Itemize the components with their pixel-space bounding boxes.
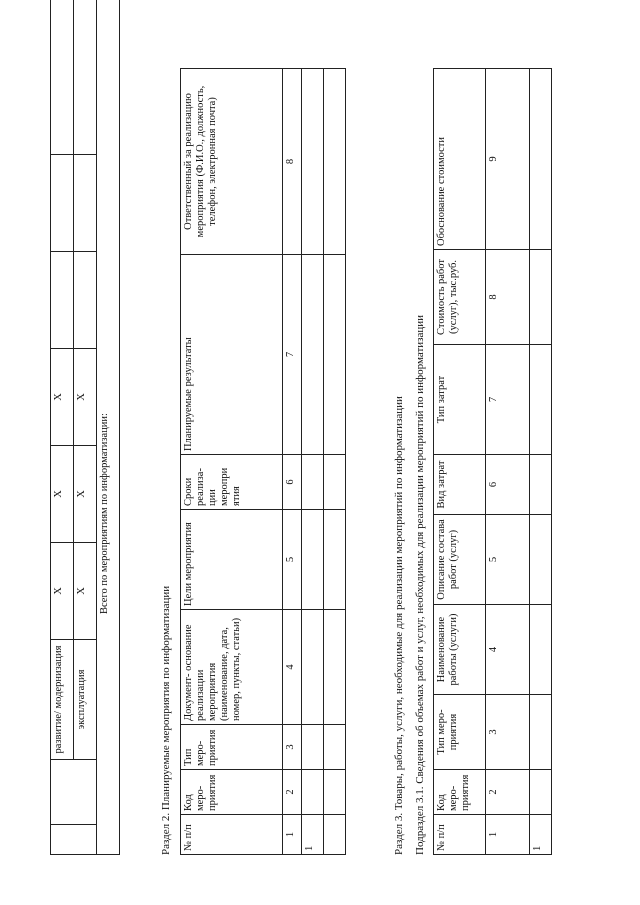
row-label-development: развитие/ модернизация [51,640,74,760]
column-number: 3 [486,695,530,770]
header-cell: № п/п [181,815,283,855]
section3-table [433,68,552,855]
table-cell [530,345,552,455]
table-row [302,69,324,855]
cell-x: X [51,349,74,446]
header-cell: Тип меро- приятия [434,695,486,770]
table-row [51,0,74,855]
table-cell [302,255,324,455]
header-cell: Ответственный за реализацию мероприятия (Ф.И.О., должность, телефон, электронная почта) [181,69,283,255]
empty-cell [51,760,97,825]
cell-x: X [51,543,74,640]
column-number: 8 [486,250,530,345]
table-header-row [434,69,486,855]
header-cell: Цели мероприятия [181,510,283,610]
table-cell [302,770,324,815]
column-number: 6 [486,455,530,515]
column-number-row [283,69,302,855]
header-cell: Наименование работы (услуги) [434,605,486,695]
table-cell [324,770,346,815]
table-cell [530,695,552,770]
table-cell [324,69,346,255]
table-cell [530,250,552,345]
summary-table [50,0,120,855]
table-cell [530,515,552,605]
header-cell: Вид затрат [434,455,486,515]
table-cell [530,69,552,250]
table-cell [302,725,324,770]
column-number: 7 [486,345,530,455]
total-label: Всего по мероприятиям по информатизации: [97,0,120,855]
cell-x: X [74,446,97,543]
cell-x: X [74,543,97,640]
column-number: 5 [283,510,302,610]
empty-cell [51,825,97,855]
empty-cell [74,0,97,155]
subsection31-caption: Подраздел 3.1. Сведения об объемах работ и услуг, необходимых для реализации мероприятий по информатизации [414,314,426,855]
header-cell: Описание состава работ (услуг) [434,515,486,605]
header-cell: Тип меро- приятия [181,725,283,770]
table-cell [302,69,324,255]
empty-cell [51,0,74,155]
table-cell [324,725,346,770]
table-cell: 1 [302,815,324,855]
empty-cell [74,252,97,349]
table-cell [324,255,346,455]
table-row [324,69,346,855]
column-number: 3 [283,725,302,770]
column-number: 2 [283,770,302,815]
cell-x: X [51,446,74,543]
column-number: 7 [283,255,302,455]
table-cell [324,815,346,855]
table-cell [324,610,346,725]
header-cell: Сроки реализа- ции меропри ятия [181,455,283,510]
header-cell: № п/п [434,815,486,855]
table-row [530,69,552,855]
row-label-operation: эксплуатация [74,640,97,760]
header-cell: Тип затрат [434,345,486,455]
table-row [97,0,120,855]
empty-cell [51,155,74,252]
header-cell: Планируемые результаты [181,255,283,455]
header-cell: Обоснование стоимости [434,69,486,250]
column-number: 6 [283,455,302,510]
header-cell: Код меро- приятия [434,770,486,815]
column-number: 5 [486,515,530,605]
section2-caption: Раздел 2. Планируемые мероприятия по информатизации [160,585,172,855]
column-number-row [486,69,530,855]
header-cell: Стоимость работ (услуг), тыс.руб. [434,250,486,345]
table-cell [530,770,552,815]
table-cell [302,610,324,725]
column-number: 1 [283,815,302,855]
section2-table [180,68,346,855]
table-cell [324,455,346,510]
table-row [74,0,97,855]
column-number: 4 [486,605,530,695]
column-number: 9 [486,69,530,250]
empty-cell [51,252,74,349]
header-cell: Документ- основание реализации мероприятия (наименование, дата, номер, пункты, статьи) [181,610,283,725]
table-cell [302,455,324,510]
column-number: 2 [486,770,530,815]
table-cell [530,455,552,515]
column-number: 4 [283,610,302,725]
empty-cell [74,155,97,252]
table-cell [302,510,324,610]
cell-x: X [74,349,97,446]
table-cell: 1 [530,815,552,855]
table-cell [530,605,552,695]
table-cell [324,510,346,610]
section3-caption: Раздел 3. Товары, работы, услуги, необходимые для реализации мероприятий по информатизации [393,396,405,855]
column-number: 1 [486,815,530,855]
column-number: 8 [283,69,302,255]
header-cell: Код меро- приятия [181,770,283,815]
table-header-row [181,69,283,855]
